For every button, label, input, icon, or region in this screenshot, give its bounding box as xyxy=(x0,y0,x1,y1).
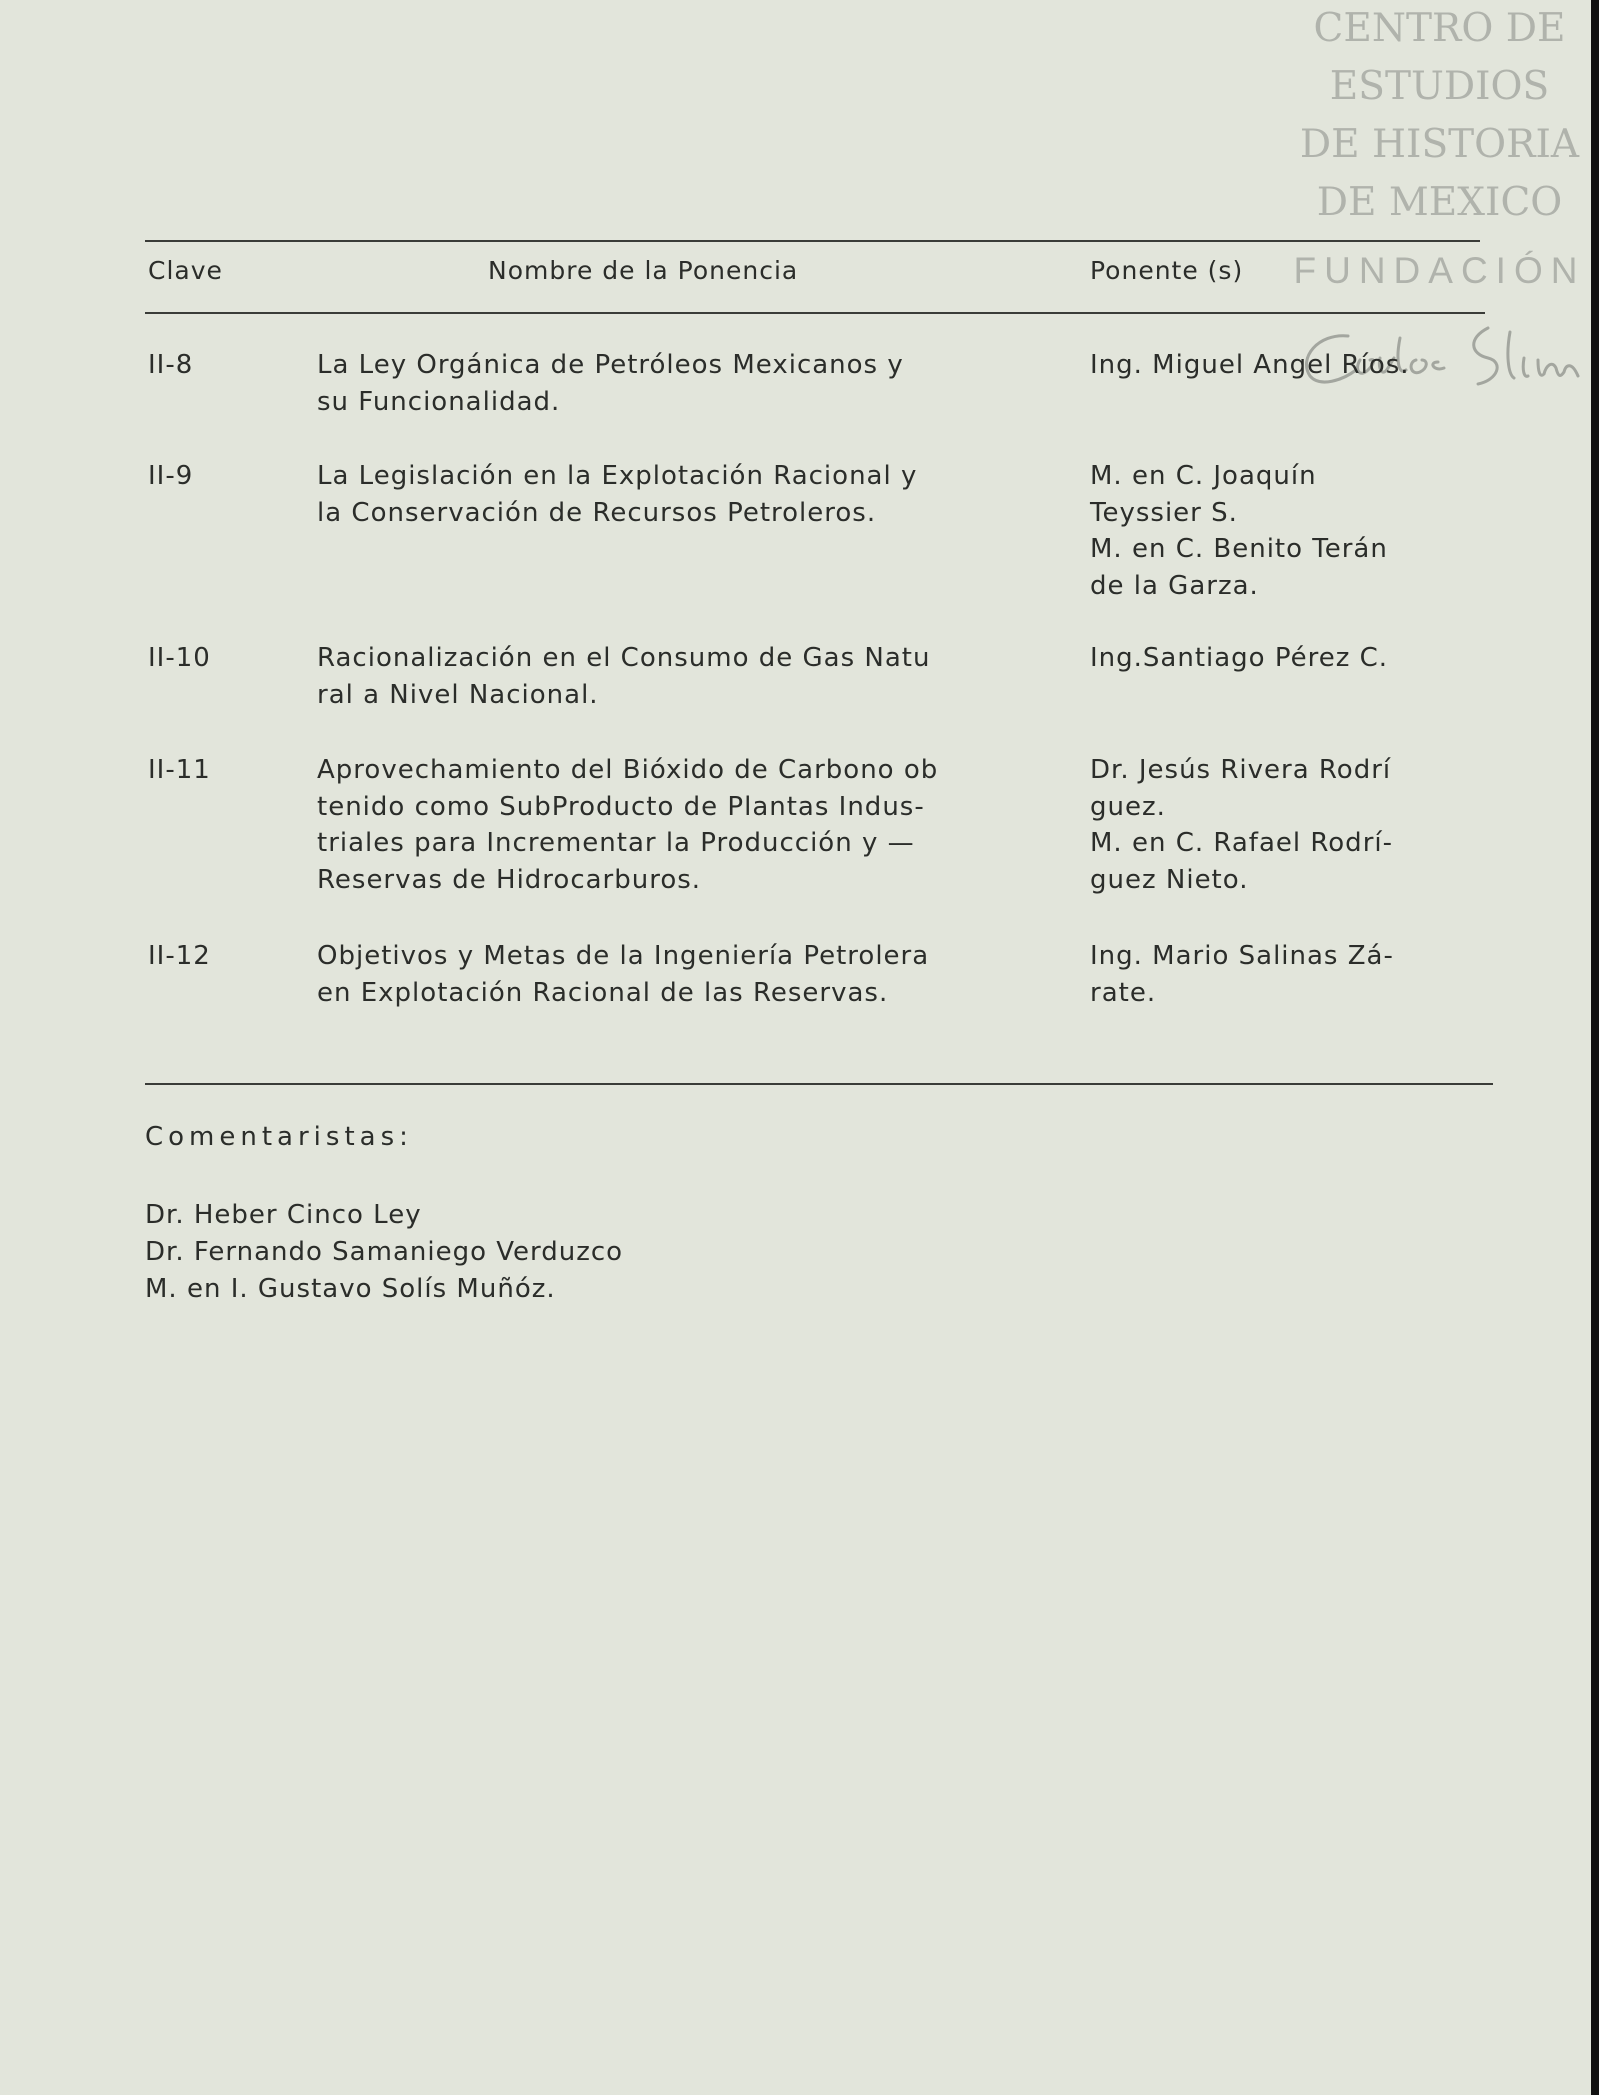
row-ponente: M. en C. Joaquín Teyssier S. M. en C. Benito Terán de la Garza. xyxy=(1090,461,1388,601)
row-clave: II-9 xyxy=(148,461,194,491)
watermark-line-1: CENTRO DE xyxy=(1313,6,1566,51)
commenter-name: M. en I. Gustavo Solís Muñóz. xyxy=(145,1274,556,1304)
row-clave: II-8 xyxy=(148,350,194,380)
row-ponente: Ing. Mario Salinas Zá- rate. xyxy=(1090,941,1394,1008)
row-clave: II-12 xyxy=(148,941,211,971)
watermark-line-3: DE HISTORIA xyxy=(1299,122,1580,167)
show-through-text xyxy=(1000,210,1007,235)
row-title: Objetivos y Metas de la Ingeniería Petrolera en Explotación Racional de las Reservas. xyxy=(317,941,930,1008)
row-ponente: Ing. Miguel Angel Ríos. xyxy=(1090,350,1410,380)
commenters-list xyxy=(145,1197,623,1308)
watermark-foundation: FUNDACIÓN xyxy=(1293,250,1586,291)
watermark-line-2: ESTUDIOS xyxy=(1329,64,1550,109)
watermark-line-4: DE MEXICO xyxy=(1316,180,1563,225)
table-bottom-rule xyxy=(145,1083,1493,1085)
row-clave: II-10 xyxy=(148,643,211,673)
commenter-name: Dr. Fernando Samaniego Verduzco xyxy=(145,1237,624,1267)
row-ponente: Dr. Jesús Rivera Rodrí guez. M. en C. Rafael Rodrí- guez Nieto. xyxy=(1090,755,1393,895)
row-clave: II-11 xyxy=(148,755,211,785)
row-title: Aprovechamiento del Bióxido de Carbono ob tenido como SubProducto de Plantas Indus- triales para Incrementar la Producción y — Reservas de Hidrocarburos. xyxy=(317,755,939,895)
row-title: La Ley Orgánica de Petróleos Mexicanos y su Funcionalidad. xyxy=(317,350,904,417)
header-top-rule xyxy=(145,240,1480,242)
commenters-label: Comentaristas: xyxy=(145,1122,413,1152)
row-title: La Legislación en la Explotación Racional y la Conservación de Recursos Petroleros. xyxy=(317,461,918,528)
column-header-nombre: Nombre de la Ponencia xyxy=(488,256,799,285)
row-ponente: Ing.Santiago Pérez C. xyxy=(1090,643,1389,673)
archive-watermark xyxy=(1280,0,1599,405)
header-bottom-rule xyxy=(145,312,1485,314)
row-title: Racionalización en el Consumo de Gas Natu ral a Nivel Nacional. xyxy=(317,643,931,710)
column-header-ponente: Ponente (s) xyxy=(1090,256,1244,285)
column-header-clave: Clave xyxy=(148,256,223,285)
commenter-name: Dr. Heber Cinco Ley xyxy=(145,1200,422,1230)
